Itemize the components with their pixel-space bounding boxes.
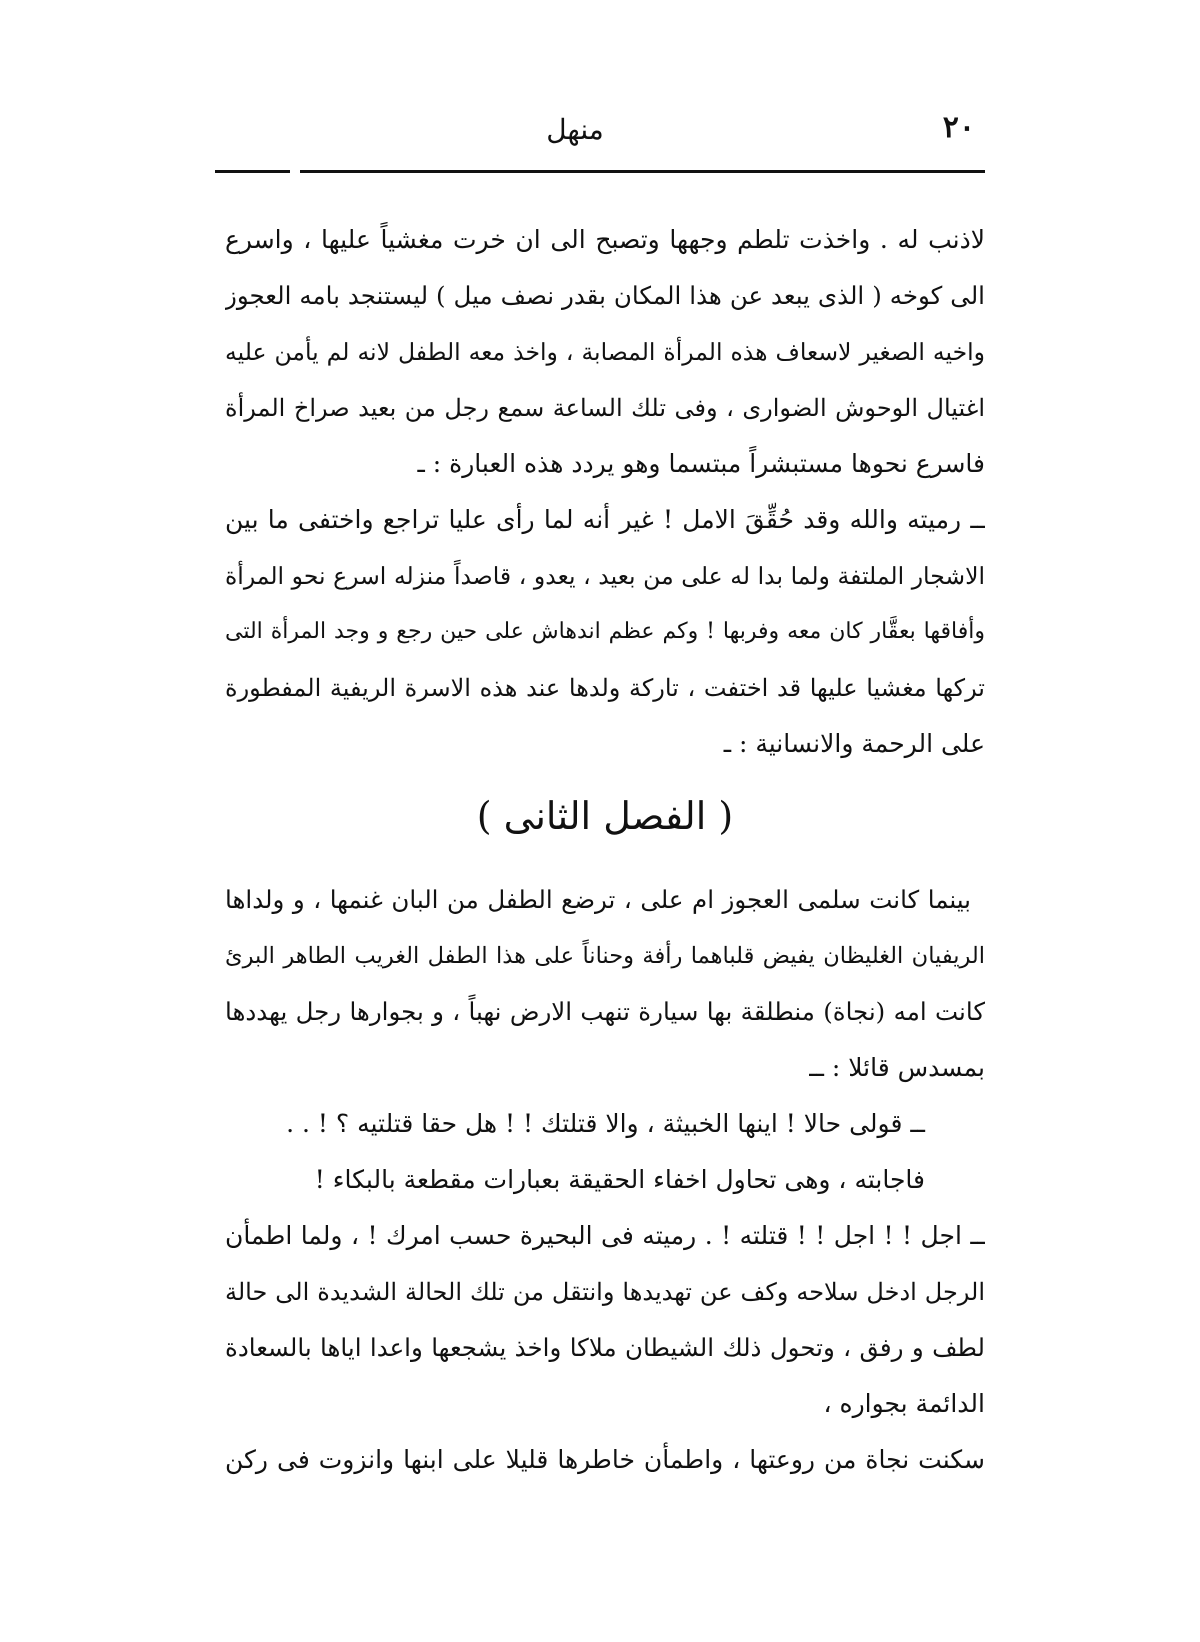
paragraph-5 <box>225 1152 985 1208</box>
text-line: بمسدس قائلا : ــ <box>809 1053 985 1082</box>
text-line: ــ اجل ! ! اجل ! ! قتلته ! . رميته فى البحيرة حسب امرك ! ، ولما اطمأن <box>225 1221 985 1250</box>
text-line: فاسرع نحوها مستبشراً مبتسما وهو يردد هذه العبارة : ـ <box>417 449 985 478</box>
text-line: واخيه الصغير لاسعاف هذه المرأة المصابة ، واخذ معه الطفل لانه لم يأمن عليه <box>225 338 985 366</box>
text-line: على الرحمة والانسانية : ـ <box>723 729 985 758</box>
paragraph-1 <box>225 212 985 492</box>
text-line: ــ رميته والله وقد حُقِّقَ الامل ! غير أنه لما رأى عليا تراجع واختفى ما بين <box>225 505 985 534</box>
text-line: الدائمة بجواره ، <box>823 1389 985 1418</box>
text-line: ــ قولى حالا ! اينها الخبيثة ، والا قتلتك ! ! هل حقا قتلتيه ؟ ! . . <box>286 1109 925 1138</box>
text-line: بينما كانت سلمى العجوز ام على ، ترضع الطفل من البان غنمها ، و ولداها <box>225 885 971 914</box>
text-line: الى كوخه ( الذى يبعد عن هذا المكان بقدر نصف ميل ) ليستنجد بامه العجوز <box>225 281 985 310</box>
text-line: كانت امه (نجاة) منطلقة بها سيارة تنهب الارض نهباً ، و بجوارها رجل يهددها <box>225 997 985 1026</box>
page-number: ٢٠ <box>942 110 975 145</box>
paragraph-7 <box>225 1432 985 1488</box>
text-line: لاذنب له . واخذت تلطم وجهها وتصبح الى ان خرت مغشياً عليها ، واسرع <box>225 225 985 254</box>
paragraph-2 <box>225 492 985 772</box>
text-line: تركها مغشيا عليها قد اختفت ، تاركة ولدها عند هذه الاسرة الريفية المفطورة <box>225 674 985 702</box>
text-line: وأفاقها بعقَّار كان معه وفربها ! وكم عظم اندهاش على حين رجع و وجد المرأة التى <box>225 619 985 644</box>
page-body <box>225 212 985 1488</box>
text-line: اغتيال الوحوش الضوارى ، وفى تلك الساعة سمع رجل من بعيد صراخ المرأة <box>225 394 985 422</box>
chapter-heading: ( الفصل الثانى ) <box>476 794 734 838</box>
text-line: فاجابته ، وهى تحاول اخفاء الحقيقة بعبارات مقطعة بالبكاء ! <box>314 1165 925 1194</box>
running-title: منهل <box>546 113 604 146</box>
paragraph-6 <box>225 1208 985 1432</box>
paragraph-3 <box>225 872 985 1096</box>
page-header <box>215 108 985 158</box>
text-line: الاشجار الملتفة ولما بدا له على من بعيد ، يعدو ، قاصداً منزله اسرع نحو المرأة <box>225 562 985 590</box>
text-line: لطف و رفق ، وتحول ذلك الشيطان ملاكا واخذ يشجعها واعدا اياها بالسعادة <box>225 1333 985 1362</box>
text-line: سكنت نجاة من روعتها ، واطمأن خاطرها قليلا على ابنها وانزوت فى ركن <box>225 1445 985 1474</box>
text-line: الرجل ادخل سلاحه وكف عن تهديدها وانتقل من تلك الحالة الشديدة الى حالة <box>225 1278 985 1306</box>
header-rule <box>215 170 985 173</box>
paragraph-4 <box>225 1096 985 1152</box>
text-line: الريفيان الغليظان يفيض قلباهما رأفة وحناناً على هذا الطفل الغريب الطاهر البرئ <box>225 943 985 969</box>
